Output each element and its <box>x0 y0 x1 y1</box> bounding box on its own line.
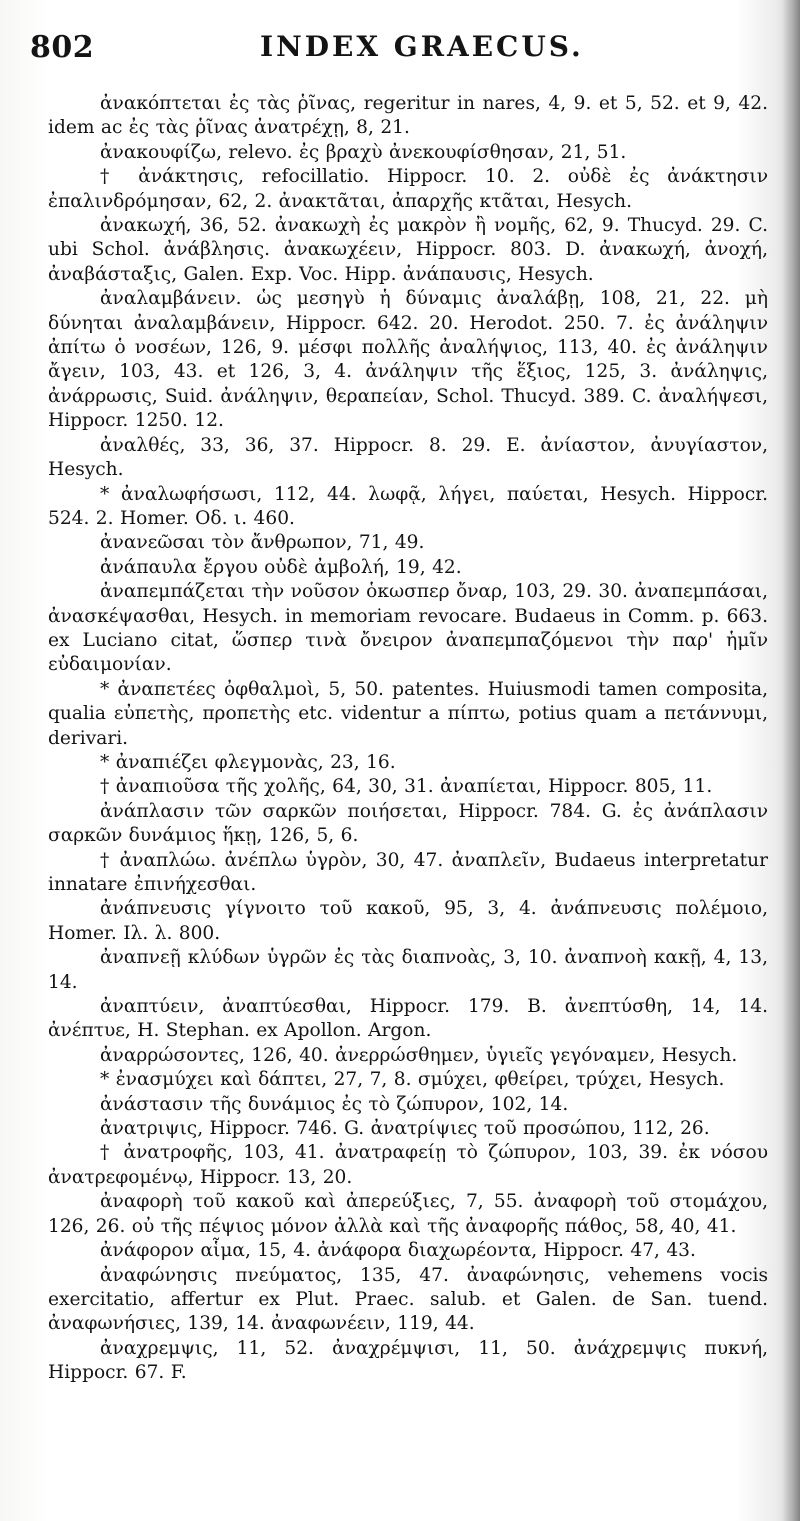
index-entry: ἀνάπλασιν τῶν σαρκῶν ποιήσεται, Hippocr. 784. G. ἐς ἀνάπλασιν σαρκῶν δυνάμιος ἥκῃ, 126, 5, 6. <box>48 800 768 847</box>
index-entry: ἀναπεμπάζεται τὴν νοῦσον ὁκωσπερ ὄναρ, 103, 29. 30. ἀναπεμπάσαι, ἀνασκέψασθαι, Hesych. in memoriam revocare. Budaeus in Comm. p. 663. ex Luciano citat, ὥσπερ τινὰ ὄνειρον ἀναπεμπαζόμενοι τὴν παρ' ἡμῖν εὐδαιμονίαν. <box>48 581 768 676</box>
index-entry: † ἀνατροφῆς, 103, 41. ἀνατραφείῃ τὸ ζώπυρον, 103, 39. ἐκ νόσου ἀνατρεφομένῳ, Hippocr. 13, 20. <box>48 1142 768 1188</box>
index-entry: ἀνακουφίζω, relevo. ἐς βραχὺ ἀνεκουφίσθησαν, 21, 51. <box>100 141 627 163</box>
index-entry: ἀνατριψις, Hippocr. 746. G. ἀνατρίψιες τοῦ προσώπου, 112, 26. <box>100 1118 710 1140</box>
index-entry: ἀνάφορον αἷμα, 15, 4. ἀνάφορα διαχωρέοντα, Hippocr. 47, 43. <box>100 1240 696 1262</box>
index-entry: ἀναπτύειν, ἀναπτύεσθαι, Hippocr. 179. B. ἀνεπτύσθη, 14, 14. ἀνέπτυε, H. Stephan. ex Apollon. Argon. <box>48 996 768 1042</box>
index-entry: * ἐνασμύχει καὶ δάπτει, 27, 7, 8. σμύχει, φθείρει, τρύχει, Hesych. <box>100 1069 725 1091</box>
index-entries <box>48 92 768 1386</box>
index-entry: * ἀναπιέζει φλεγμονὰς, 23, 16. <box>100 751 396 773</box>
page-header <box>0 26 800 76</box>
index-entry: ἀναλαμβάνειν. ὡς μεσηγὺ ἡ δύναμις ἀναλάβῃ, 108, 21, 22. μὴ δύνηται ἀναλαμβάνειν, Hippocr. 642. 20. Herodot. 250. 7. ἐς ἀνάληψιν ἀπίτω ὁ νοσέων, 126, 9. μέσφι πολλῆς ἀναλήψιος, 113, 40. ἐς ἀνάληψιν ἄγειν, 103, 43. et 126, 3, 4. ἀνάληψιν τῆς ἕξιος, 125, 3. ἀνάληψις, ἀνάρρωσις, Suid. ἀνάληψιν, θεραπείαν, Schol. Thucyd. 389. C. ἀναλήψεσι, Hippocr. 1250. 12. <box>48 288 768 432</box>
index-entry: ἀναπνεῇ κλύδων ὑγρῶν ἐς τὰς διαπνοὰς, 3, 10. ἀναπνοὴ κακῇ, 4, 13, 14. <box>48 947 768 993</box>
index-entry: † ἀνάκτησις, refocillatio. Hippocr. 10. 2. οὐδὲ ἐς ἀνάκτησιν ἐπαλινδρόμησαν, 62, 2. ἀνακτᾶται, ἀπαρχῆς κτᾶται, Hesych. <box>48 166 768 212</box>
running-title: INDEX GRAECUS. <box>260 30 584 63</box>
index-entry: ἀνανεῶσαι τὸν ἄνθρωπον, 71, 49. <box>100 532 425 554</box>
index-entry: ἀναλθές, 33, 36, 37. Hippocr. 8. 29. E. ἀνίαστον, ἀνυγίαστον, Hesych. <box>48 434 768 481</box>
index-entry: ἀνάπνευσις γίγνοιτο τοῦ κακοῦ, 95, 3, 4. ἀνάπνευσις πολέμοιο, Homer. Ιλ. λ. 800. <box>48 898 768 944</box>
index-entry: ἀνάστασιν τῆς δυνάμιος ἐς τὸ ζώπυρον, 102, 14. <box>100 1093 569 1115</box>
index-entry: ἀναχρεμψις, 11, 52. ἀναχρέμψισι, 11, 50. ἀνάχρεμψις πυκνή, Hippocr. 67. F. <box>48 1337 768 1384</box>
index-entry: ἀνάπαυλα ἔργου οὐδὲ ἀμβολή, 19, 42. <box>100 556 462 578</box>
index-entry: ἀναρρώσοντες, 126, 40. ἀνερρώσθημεν, ὑγιεῖς γεγόναμεν, Hesych. <box>100 1044 738 1066</box>
index-entry: * ἀναπετέες ὀφθαλμοὶ, 5, 50. patentes. Huiusmodi tamen composita, qualia εὐπετὴς, προπετὴς etc. videntur a πίπτω, potius quam a πετάννυμι, derivari. <box>48 678 768 749</box>
index-entry: ἀναφορὴ τοῦ κακοῦ καὶ ἀπερεύξιες, 7, 55. ἀναφορὴ τοῦ στομάχου, 126, 26. οὐ τῆς πέψιος μόνον ἀλλὰ καὶ τῆς ἀναφορῆς πάθος, 58, 40, 41. <box>48 1191 768 1237</box>
page-edge-shadow <box>782 0 800 1521</box>
index-entry: † ἀναπιοῦσα τῆς χολῆς, 64, 30, 31. ἀναπίεται, Hippocr. 805, 11. <box>100 776 713 798</box>
index-entry: ἀνακωχή, 36, 52. ἀνακωχὴ ἐς μακρὸν ἢ νομῆς, 62, 9. Thucyd. 29. C. ubi Schol. ἀνάβλησις. ἀνακωχέειν, Hippocr. 803. D. ἀνακωχή, ἀνοχή, ἀναβάσταξις, Galen. Exp. Voc. Hipp. ἀνάπαυσις, Hesych. <box>48 215 768 285</box>
index-entry: ἀναφώνησις πνεύματος, 135, 47. ἀναφώνησις, vehemens vocis exercitatio, affertur ex Plut. Praec. salub. et Galen. de San. tuend. ἀναφωνήσιες, 139, 14. ἀναφωνέειν, 119, 44. <box>48 1264 768 1335</box>
index-entry: * ἀναλωφήσωσι, 112, 44. λωφᾷ, λήγει, παύεται, Hesych. Hippocr. 524. 2. Homer. Οδ. ι. 460. <box>48 483 768 529</box>
page-number: 802 <box>30 30 95 65</box>
index-entry: † ἀναπλώω. ἀνέπλω ὑγρὸν, 30, 47. ἀναπλεῖν, Budaeus interpretatur innatare ἐπινήχεσθαι. <box>48 849 768 895</box>
index-entry: ἀνακόπτεται ἐς τὰς ῥῖνας, regeritur in nares, 4, 9. et 5, 52. et 9, 42. idem ac ἐς τὰς ῥῖνας ἀνατρέχῃ, 8, 21. <box>48 93 768 139</box>
